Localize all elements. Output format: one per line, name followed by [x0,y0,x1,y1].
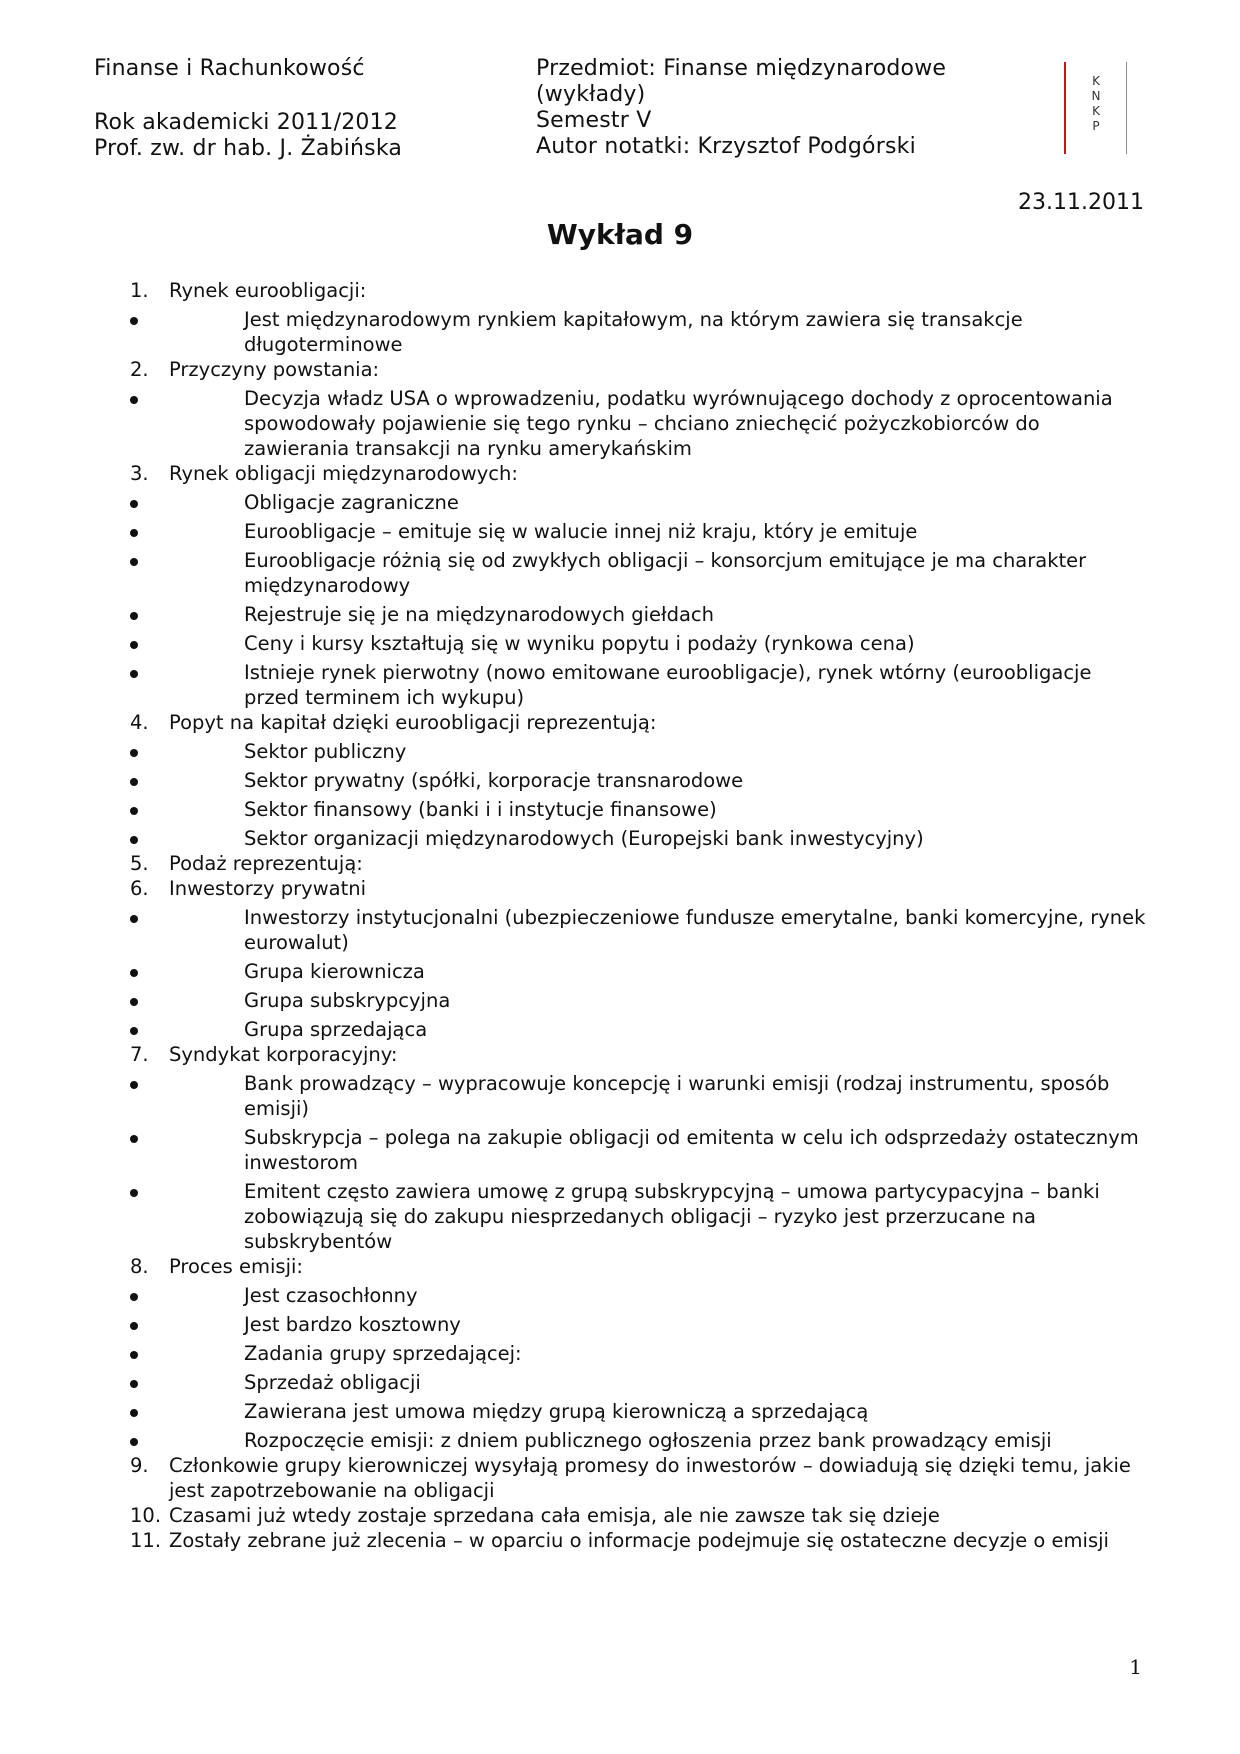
bullet-item [169,660,1148,710]
header-left [94,56,514,162]
list-item [130,278,1148,357]
bullet-text: Inwestorzy instytucjonalni (ubezpieczeniowe fundusze emerytalne, banki komercyjne, rynek eurowalut) [244,906,1146,954]
list-item-text: Rynek euroobligacji: [169,279,367,302]
list-item [130,851,1148,876]
list-item-number: 7. [130,1043,149,1066]
page-title: Wykład 9 [546,218,694,251]
header-semester: Semestr V [536,108,652,133]
lecture-date: 23.11.2011 [1018,190,1144,215]
list-item-text: Czasami już wtedy zostaje sprzedana cała emisja, ale nie zawsze tak się dzieje [169,1504,940,1527]
bullet-list [169,739,1148,851]
bullet-text: Bank prowadzący – wypracowuje koncepcję i warunki emisji (rodzaj instrumentu, sposób emisji) [244,1072,1110,1120]
list-item-text: Syndykat korporacyjny: [169,1043,398,1066]
bullet-item [169,905,1148,955]
header-spacer [94,82,514,110]
header-subject: Przedmiot: Finanse międzynarodowe [536,56,947,81]
bullet-item [169,768,1148,793]
bullet-text: Euroobligacje – emituje się w walucie innej niż kraju, który je emituje [244,520,918,543]
bullet-dot-icon [130,998,138,1006]
list-item [130,461,1148,710]
bullet-text: Grupa subskrypcyjna [244,989,451,1012]
bullet-text: Sektor prywatny (spółki, korporacje transnarodowe [244,769,744,792]
list-item [130,1453,1148,1503]
list-item [130,876,1148,1042]
bullet-text: Obligacje zagraniczne [244,491,459,514]
bullet-dot-icon [130,396,138,404]
list-item [130,1254,1148,1453]
list-item [130,357,1148,461]
logo-letter: K [1092,104,1100,118]
bullet-list [169,490,1148,710]
knkp-logo [1064,62,1128,157]
header-right [536,56,1006,160]
bullet-dot-icon [130,1189,138,1197]
numbered-list [130,278,1148,1553]
bullet-text: Jest czasochłonny [244,1284,418,1307]
bullet-dot-icon [130,1351,138,1359]
bullet-dot-icon [130,1409,138,1417]
logo-letter: P [1092,119,1100,133]
bullet-dot-icon [130,641,138,649]
bullet-dot-icon [130,915,138,923]
bullet-text: Sprzedaż obligacji [244,1371,421,1394]
bullet-text: Zawierana jest umowa między grupą kierowniczą a sprzedającą [244,1400,869,1423]
logo-letter: K [1092,74,1100,88]
bullet-text: Decyzja władz USA o wprowadzeniu, podatku wyrównującego dochody z oprocentowania spowodowały pojawienie się tego rynku – chciano zniechęcić pożyczkobiorców do zawierania transakcji na rynku amerykańskim [244,387,1113,460]
bullet-dot-icon [130,1027,138,1035]
bullet-item [169,386,1148,461]
bullet-item [169,1428,1148,1453]
bullet-item [169,490,1148,515]
bullet-text: Subskrypcja – polega na zakupie obligacji od emitenta w celu ich odsprzedaży ostatecznym inwestorom [244,1126,1139,1174]
bullet-text: Euroobligacje różnią się od zwykłych obligacji – konsorcjum emitujące je ma charakter międzynarodowy [244,549,1087,597]
bullet-text: Sektor organizacji międzynarodowych (Europejski bank inwestycyjny) [244,827,924,850]
list-item-number: 2. [130,358,149,381]
list-item-number: 11. [130,1529,162,1552]
bullet-text: Sektor finansowy (banki i i instytucje finansowe) [244,798,717,821]
bullet-dot-icon [130,969,138,977]
bullet-dot-icon [130,670,138,678]
list-item-number: 8. [130,1255,149,1278]
bullet-dot-icon [130,500,138,508]
bullet-text: Jest bardzo kosztowny [244,1313,461,1336]
bullet-dot-icon [130,1135,138,1143]
list-item-number: 3. [130,462,149,485]
bullet-dot-icon [130,778,138,786]
bullet-item [169,519,1148,544]
bullet-item [169,307,1148,357]
bullet-item [169,739,1148,764]
bullet-item [169,1071,1148,1121]
bullet-dot-icon [130,1380,138,1388]
bullet-dot-icon [130,807,138,815]
bullet-item [169,1341,1148,1366]
bullet-item [169,797,1148,822]
bullet-text: Grupa sprzedająca [244,1018,428,1041]
list-item-text: Członkowie grupy kierowniczej wysyłają promesy do inwestorów – dowiadują się dzięki temu, jakie jest zapotrzebowanie na obligacji [169,1454,1131,1502]
header-academic-year: Rok akademicki 2011/2012 [94,110,398,135]
header-subject-type: (wykłady) [536,82,646,107]
lecture-notes [130,278,1148,1553]
header-author: Autor notatki: Krzysztof Podgórski [536,134,916,159]
bullet-dot-icon [130,1438,138,1446]
bullet-item [169,1283,1148,1308]
bullet-text: Zadania grupy sprzedającej: [244,1342,522,1365]
list-item [130,1042,1148,1254]
bullet-item [169,1017,1148,1042]
list-item [130,1528,1148,1553]
bullet-list [169,1071,1148,1254]
list-item [130,1503,1148,1528]
list-item-text: Zostały zebrane już zlecenia – w oparciu o informacje podejmuje się ostateczne decyzje o emisji [169,1529,1109,1552]
bullet-item [169,1312,1148,1337]
bullet-item [169,1125,1148,1175]
logo-letters [1064,74,1128,134]
list-item-number: 5. [130,852,149,875]
bullet-item [169,602,1148,627]
bullet-text: Sektor publiczny [244,740,407,763]
bullet-list [169,307,1148,357]
list-item-number: 1. [130,279,149,302]
bullet-text: Ceny i kursy kształtują się w wyniku popytu i podaży (rynkowa cena) [244,632,915,655]
bullet-dot-icon [130,558,138,566]
bullet-item [169,631,1148,656]
bullet-text: Rejestruje się je na międzynarodowych giełdach [244,603,714,626]
bullet-dot-icon [130,749,138,757]
list-item-number: 6. [130,877,149,900]
bullet-text: Emitent często zawiera umowę z grupą subskrypcyjną – umowa partycypacyjna – banki zobowiązują się do zakupu niesprzedanych obligacji – ryzyko jest przerzucane na subskrybentów [244,1180,1100,1253]
bullet-item [169,1179,1148,1254]
bullet-dot-icon [130,529,138,537]
header-field-of-study: Finanse i Rachunkowość [94,56,365,81]
bullet-item [169,1370,1148,1395]
bullet-text: Grupa kierownicza [244,960,425,983]
list-item-number: 4. [130,711,149,734]
bullet-item [169,1399,1148,1424]
list-item-text: Rynek obligacji międzynarodowych: [169,462,518,485]
bullet-dot-icon [130,1322,138,1330]
page-number: 1 [1129,1655,1142,1679]
bullet-item [169,988,1148,1013]
bullet-list [169,386,1148,461]
bullet-dot-icon [130,612,138,620]
bullet-text: Jest międzynarodowym rynkiem kapitałowym, na którym zawiera się transakcje długoterminowe [244,308,1023,356]
list-item-number: 10. [130,1504,162,1527]
bullet-dot-icon [130,1293,138,1301]
bullet-text: Rozpoczęcie emisji: z dniem publicznego ogłoszenia przez bank prowadzący emisji [244,1429,1052,1452]
list-item-text: Przyczyny powstania: [169,358,380,381]
list-item [130,710,1148,851]
logo-letter: N [1091,89,1101,103]
bullet-dot-icon [130,836,138,844]
list-item-text: Proces emisji: [169,1255,303,1278]
header-professor: Prof. zw. dr hab. J. Żabińska [94,136,403,161]
list-item-text: Podaż reprezentują: [169,852,363,875]
bullet-item [169,548,1148,598]
list-item-number: 9. [130,1454,149,1477]
bullet-item [169,826,1148,851]
bullet-dot-icon [130,1081,138,1089]
list-item-text: Inwestorzy prywatni [169,877,367,900]
bullet-dot-icon [130,317,138,325]
bullet-item [169,959,1148,984]
list-item-text: Popyt na kapitał dzięki euroobligacji reprezentują: [169,711,657,734]
bullet-text: Istnieje rynek pierwotny (nowo emitowane euroobligacje), rynek wtórny (euroobligacje przed terminem ich wykupu) [244,661,1092,709]
bullet-list [169,1283,1148,1453]
bullet-list [169,905,1148,1042]
